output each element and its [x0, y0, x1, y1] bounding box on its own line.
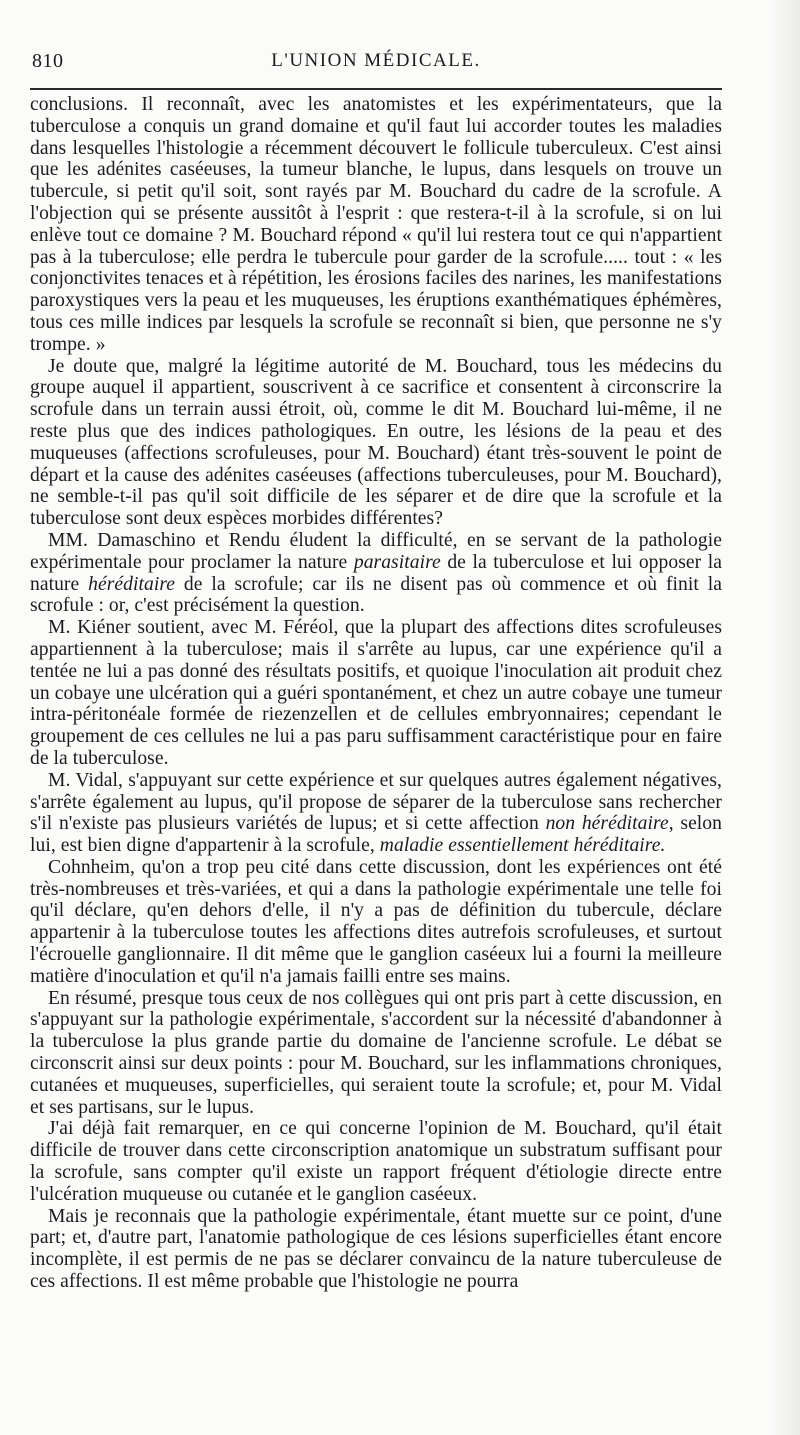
page-edge-shadow [770, 0, 800, 1435]
italic-text: non héréditaire [545, 813, 669, 835]
paragraph-text: , selon lui, est bien digne d'appartenir à la scrofule, [30, 813, 722, 857]
page-header [30, 44, 722, 84]
paragraph [30, 617, 722, 770]
paragraph-text: MM. Damaschino et Rendu éludent la difficulté, en se servant de la pathologie expérimentale pour proclamer la nature [30, 529, 722, 573]
italic-text: parasitaire [353, 551, 441, 573]
paragraph [30, 530, 722, 617]
paragraph [30, 988, 722, 1119]
paragraph-text: J'ai déjà fait remarquer, en ce qui concerne l'opinion de M. Bouchard, qu'il était difficile de trouver dans cette circonscription anatomique un substratum suffisant pour la scrofule, sans compter qu'il existe un rapport fréquent d'étiologie directe entre l'ulcération muqueuse ou cutanée et le ganglion caséeux. [30, 1118, 722, 1205]
paragraph [30, 94, 722, 356]
paragraph-text: M. Vidal, s'appuyant sur cette expérience et sur quelques autres également négatives, s'arrête également au lupus, qu'il propose de séparer de la tuberculose sans rechercher s'il n'existe pas plusieurs variétés de lupus; et si cette affection [30, 769, 722, 835]
paragraph-text: En résumé, presque tous ceux de nos collègues qui ont pris part à cette discussion, en s'appuyant sur la pathologie expérimentale, s'accordent sur la nécessité d'abandonner à la tuberculose la plus grande partie du domaine de l'ancienne scrofule. Le débat se circonscrit ainsi sur deux points : pour M. Bouchard, sur les inflammations chroniques, cutanées et muqueuses, superficielles, qui seraient toute la scrofule; et, pour M. Vidal et ses partisans, sur le lupus. [30, 987, 722, 1118]
paragraph [30, 857, 722, 988]
paragraph-text: Cohnheim, qu'on a trop peu cité dans cette discussion, dont les expériences ont été très-nombreuses et très-variées, et qui a dans la pathologie expérimentale une telle foi qu'il déclare, qu'en dehors d'elle, il n'y a pas de définition du tubercule, déclare appartenir à la tuberculose toutes les affections dites autrefois scrofuleuses, et surtout l'écrouelle ganglionnaire. Il dit même que le ganglion caséeux lui a fourni la meilleure matière d'inoculation et qu'il n'a jamais failli entre ses mains. [30, 856, 722, 987]
paragraph-text: de la scrofule; car ils ne disent pas où commence et où finit la scrofule : or, c'est précisément la question. [30, 573, 722, 617]
paragraph-text: Mais je reconnais que la pathologie expérimentale, étant muette sur ce point, d'une part; et, d'autre part, l'anatomie pathologique de ces lésions superficielles étant encore incomplète, il est permis de ne pas se déclarer convaincu de la nature tuberculeuse de ces affections. Il est même probable que l'histologie ne pourra [30, 1205, 722, 1293]
paragraph [30, 356, 722, 530]
paragraph [30, 1118, 722, 1205]
paragraph [30, 770, 722, 857]
paragraph-text: de la tuberculose et lui opposer la nature [30, 551, 722, 595]
paragraph-text: conclusions. Il reconnaît, avec les anatomistes et les expérimentateurs, que la tuberculose a conquis un grand domaine et qu'il faut lui accorder toutes les maladies dans lesquelles l'histologie a récemment découvert le follicule tuberculeux. C'est ainsi que les adénites caséeuses, la tumeur blanche, le lupus, dans lesquels on trouve un tubercule, si petit qu'il soit, sont rayés par M. Bouchard du cadre de la scrofule. A l'objection qui se présente aussitôt à l'esprit : que restera-t-il à la scrofule, si on lui enlève tout ce domaine ? M. Bouchard répond « qu'il lui restera tout ce qui n'appartient pas à la tuberculose; elle perdra le tubercule pour garder de la scrofule..... tout : « les conjonctivites tenaces et à répétition, les érosions faciles des narines, les manifestations paroxystiques vers la peau et les muqueuses, les éruptions exanthématiques éphémères, tous ces mille indices par lesquels la scrofule se reconnaît si bien, que personne ne s'y trompe. » [30, 94, 722, 355]
italic-text: héréditaire [88, 573, 176, 595]
page-number: 810 [32, 50, 64, 72]
paragraph-text: M. Kiéner soutient, avec M. Féréol, que la plupart des affections dites scrofuleuses appartiennent à la tuberculose; mais il s'arrête au lupus, car une expérience qu'il a tentée ne lui a pas donné des résultats positifs, et quoique l'inoculation ait produit chez un cobaye une ulcération qui a guéri spontanément, et chez un autre cobaye une tumeur intra-péritonéale formée de riezenzellen et de cellules embryonnaires; cependant le groupement de ces cellules ne lui a pas paru suffisamment caractéristique pour en faire de la tuberculose. [30, 617, 722, 769]
header-rule [30, 88, 722, 90]
running-head: L'UNION MÉDICALE. [271, 50, 481, 71]
italic-text: maladie essentiellement héréditaire. [379, 835, 666, 857]
paragraph-text: Je doute que, malgré la légitime autorité de M. Bouchard, tous les médecins du groupe auquel il appartient, souscrivent à ce sacrifice et consentent à circonscrire la scrofule dans un terrain aussi étroit, où, comme le dit M. Bouchard lui-même, il ne reste plus que des indices pathologiques. En outre, les lésions de la peau et des muqueuses (affections scrofuleuses, pour M. Bouchard) étant très-souvent le point de départ et la cause des adénites caséeuses (affections tuberculeuses, pour M. Bouchard), ne semble-t-il pas qu'il soit difficile de les séparer et de dire que la scrofule et la tuberculose sont deux espèces morbides différentes? [30, 355, 722, 530]
body-text [30, 94, 722, 1293]
paragraph [30, 1206, 722, 1293]
